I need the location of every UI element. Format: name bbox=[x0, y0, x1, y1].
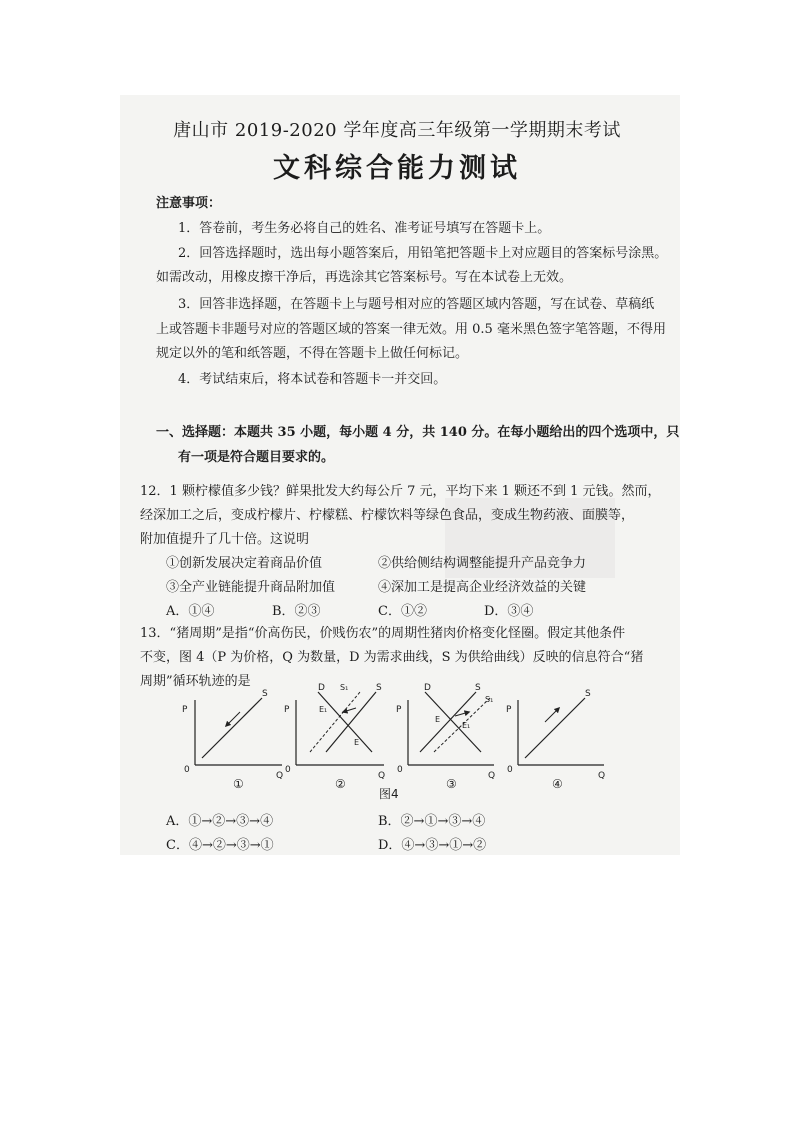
q12-statement-3: ③全产业链能提升商品附加值 bbox=[166, 580, 336, 595]
figure-panel-1 bbox=[195, 698, 282, 765]
panel-4-s-label: S bbox=[585, 689, 591, 699]
q13-stem-2: 不变，图 4（P 为价格，Q 为数量，D 为需求曲线，S 为供给曲线）反映的信息符合“猪 bbox=[140, 650, 644, 665]
exam-title: 唐山市 2019-2020 学年度高三年级第一学期期末考试 bbox=[173, 120, 621, 141]
q13-option-c: C．④→②→③→① bbox=[166, 838, 274, 853]
q13-option-a: A．①→②→③→④ bbox=[166, 814, 274, 829]
q12-statement-1: ①创新发展决定着商品价值 bbox=[166, 556, 323, 571]
q12-option-b: B．②③ bbox=[272, 604, 321, 619]
panel-3-s1-label: S₁ bbox=[485, 695, 494, 704]
panel-3-origin: 0 bbox=[397, 765, 403, 775]
panel-3-e1-label: E₁ bbox=[462, 721, 471, 730]
figure-caption: 图4 bbox=[379, 787, 399, 801]
panel-2-d-label: D bbox=[318, 683, 325, 693]
figure-panel-2 bbox=[296, 692, 384, 765]
q12-statement-2: ②供给侧结构调整能提升产品竞争力 bbox=[378, 556, 587, 571]
figure-panel-4 bbox=[518, 698, 604, 765]
notice-heading: 注意事项： bbox=[156, 196, 222, 211]
notice-item-3: 3．回答非选择题，在答题卡上与题号相对应的答题区域内答题，写在试卷、草稿纸 bbox=[178, 297, 655, 312]
panel-2-q-label: Q bbox=[378, 771, 386, 781]
q13-stem-1: 13．“猪周期”是指“价高伤民，价贱伤农”的周期性猪肉价格变化怪圈。假定其他条件 bbox=[140, 626, 626, 641]
q12-stem-2: 经深加工之后，变成柠檬片、柠檬糕、柠檬饮料等绿色食品，变成生物药液、面膜等， bbox=[140, 508, 635, 523]
panel-1-number: ① bbox=[233, 777, 244, 791]
q12-statement-4: ④深加工是提高企业经济效益的关键 bbox=[378, 580, 587, 595]
panel-3-q-label: Q bbox=[488, 771, 496, 781]
panel-1-q-label: Q bbox=[276, 771, 284, 781]
q13-option-b: B．②→①→③→④ bbox=[378, 814, 486, 829]
panel-1-p-label: P bbox=[182, 705, 188, 715]
q12-option-c: C．①② bbox=[378, 604, 427, 619]
exam-subtitle: 文科综合能力测试 bbox=[273, 153, 521, 184]
panel-4-number: ④ bbox=[552, 777, 563, 791]
panel-2-p-label: P bbox=[284, 705, 290, 715]
panel-4-origin: 0 bbox=[507, 765, 513, 775]
panel-4-p-label: P bbox=[506, 705, 512, 715]
panel-2-e-label: E bbox=[354, 738, 360, 747]
panel-2-s-label: S bbox=[376, 683, 382, 693]
notice-item-3-cont: 上或答题卡非题号对应的答题区域的答案一律无效。用 0.5 毫米黑色签字笔答题，不得用 bbox=[156, 322, 666, 337]
notice-item-1: 1．答卷前，考生务必将自己的姓名、准考证号填写在答题卡上。 bbox=[178, 221, 551, 236]
q13-stem-3: 周期”循环轨迹的是 bbox=[140, 674, 251, 689]
section-heading-cont: 有一项是符合题目要求的。 bbox=[178, 450, 335, 465]
q13-option-d: D．④→③→①→② bbox=[378, 838, 487, 853]
q12-stem-3: 附加值提升了几十倍。这说明 bbox=[140, 532, 310, 547]
q12-option-d: D．③④ bbox=[484, 604, 534, 619]
figure-panel-3 bbox=[408, 692, 494, 765]
panel-3-d-label: D bbox=[424, 683, 431, 693]
panel-3-s-label: S bbox=[475, 683, 481, 693]
notice-item-4: 4．考试结束后，将本试卷和答题卡一并交回。 bbox=[178, 372, 447, 387]
panel-2-s1-label: S₁ bbox=[340, 683, 349, 692]
panel-2-origin: 0 bbox=[285, 765, 291, 775]
q12-stem-1: 12．1 颗柠檬值多少钱？鲜果批发大约每公斤 7 元，平均下来 1 颗还不到 1 元钱。然而， bbox=[140, 484, 661, 499]
panel-3-p-label: P bbox=[396, 705, 402, 715]
panel-4-q-label: Q bbox=[598, 771, 606, 781]
section-heading: 一、选择题：本题共 35 小题，每小题 4 分，共 140 分。在每小题给出的四个选项中，只 bbox=[156, 425, 680, 440]
q12-option-a: A．①④ bbox=[166, 604, 215, 619]
panel-2-e1-label: E₁ bbox=[319, 705, 328, 714]
panel-1-origin: 0 bbox=[184, 765, 190, 775]
notice-item-2: 2．回答选择题时，选出每小题答案后，用铅笔把答题卡上对应题目的答案标号涂黑。 bbox=[178, 246, 668, 261]
panel-2-number: ② bbox=[335, 777, 346, 791]
panel-3-number: ③ bbox=[446, 777, 457, 791]
panel-1-s-label: S bbox=[262, 689, 268, 699]
notice-item-3-cont2: 规定以外的笔和纸答题，不得在答题卡上做任何标记。 bbox=[156, 346, 469, 361]
panel-3-e-label: E bbox=[435, 715, 441, 724]
notice-item-2-cont: 如需改动，用橡皮擦干净后，再选涂其它答案标号。写在本试卷上无效。 bbox=[156, 270, 573, 285]
